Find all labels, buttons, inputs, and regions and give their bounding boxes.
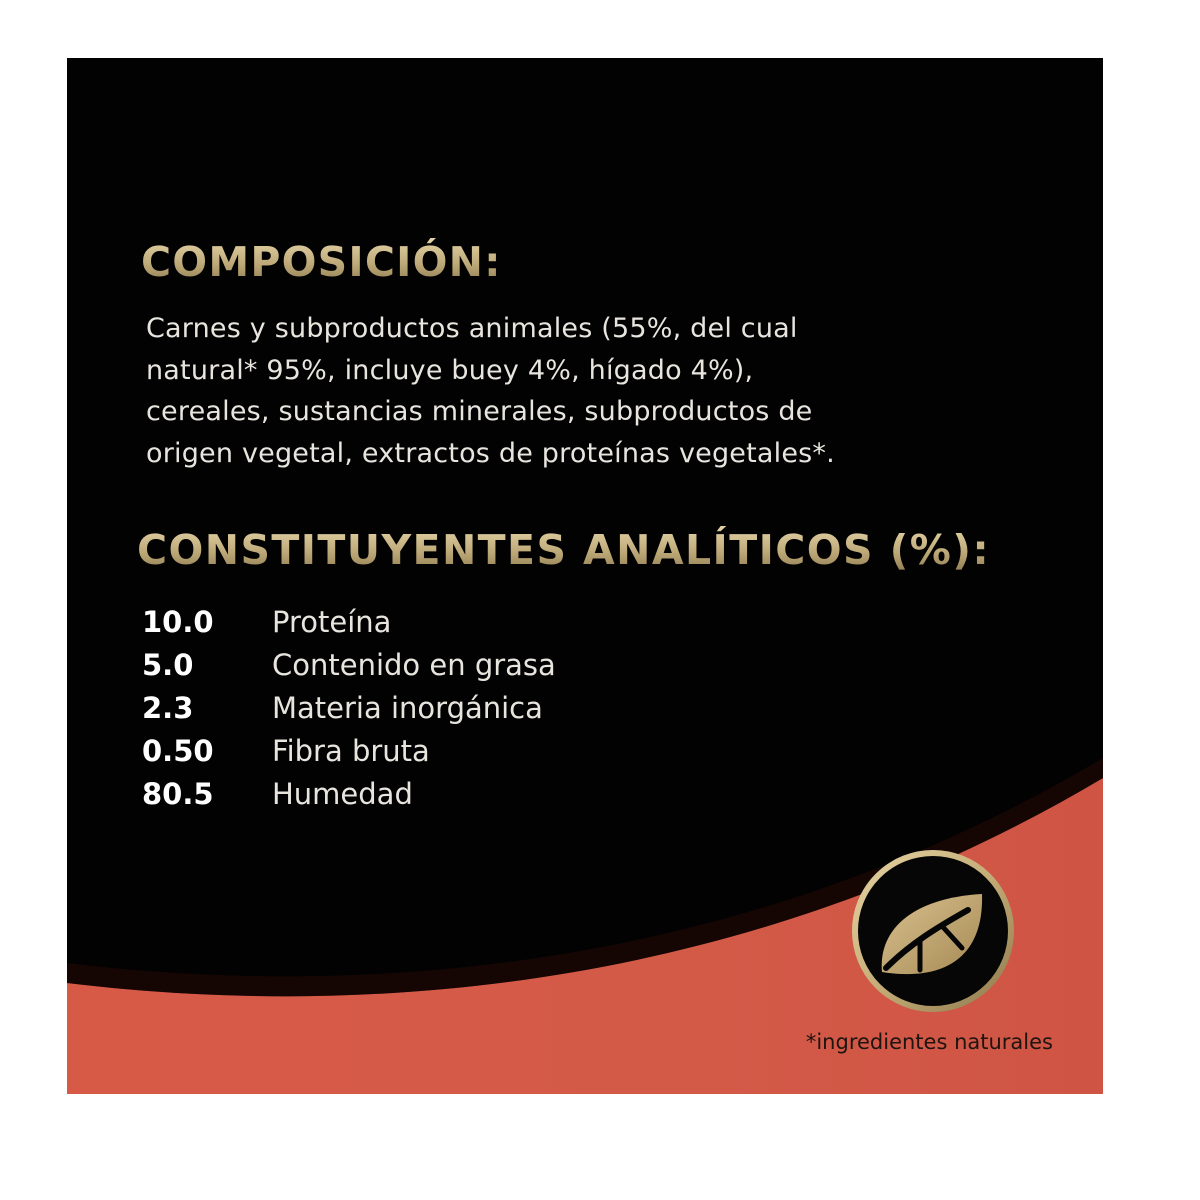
analytical-label: Proteína [272, 605, 392, 639]
analytical-label: Materia inorgánica [272, 691, 543, 725]
analytical-value: 2.3 [142, 691, 194, 725]
natural-badge [850, 848, 1016, 1014]
analytical-title: CONSTITUYENTES ANALÍTICOS (%): [137, 526, 991, 574]
composition-line: cereales, sustancias minerales, subproductos de [146, 396, 813, 427]
composition-line: natural* 95%, incluye buey 4%, hígado 4%), [146, 354, 754, 386]
composition-text [146, 308, 835, 474]
analytical-value: 80.5 [142, 777, 214, 811]
analytical-value: 10.0 [142, 605, 214, 639]
composition-panel [67, 58, 1103, 1094]
composition-title: COMPOSICIÓN: [141, 238, 502, 286]
composition-line: Carnes y subproductos animales (55%, del cual [146, 313, 798, 344]
footnote: *ingredientes naturales [805, 1030, 1053, 1054]
analytical-label: Humedad [272, 777, 413, 811]
analytical-value: 0.50 [142, 734, 214, 768]
analytical-label: Contenido en grasa [272, 648, 556, 682]
analytical-label: Fibra bruta [272, 734, 430, 768]
composition-line: origen vegetal, extractos de proteínas vegetales*. [146, 437, 835, 469]
analytical-value: 5.0 [142, 648, 194, 682]
